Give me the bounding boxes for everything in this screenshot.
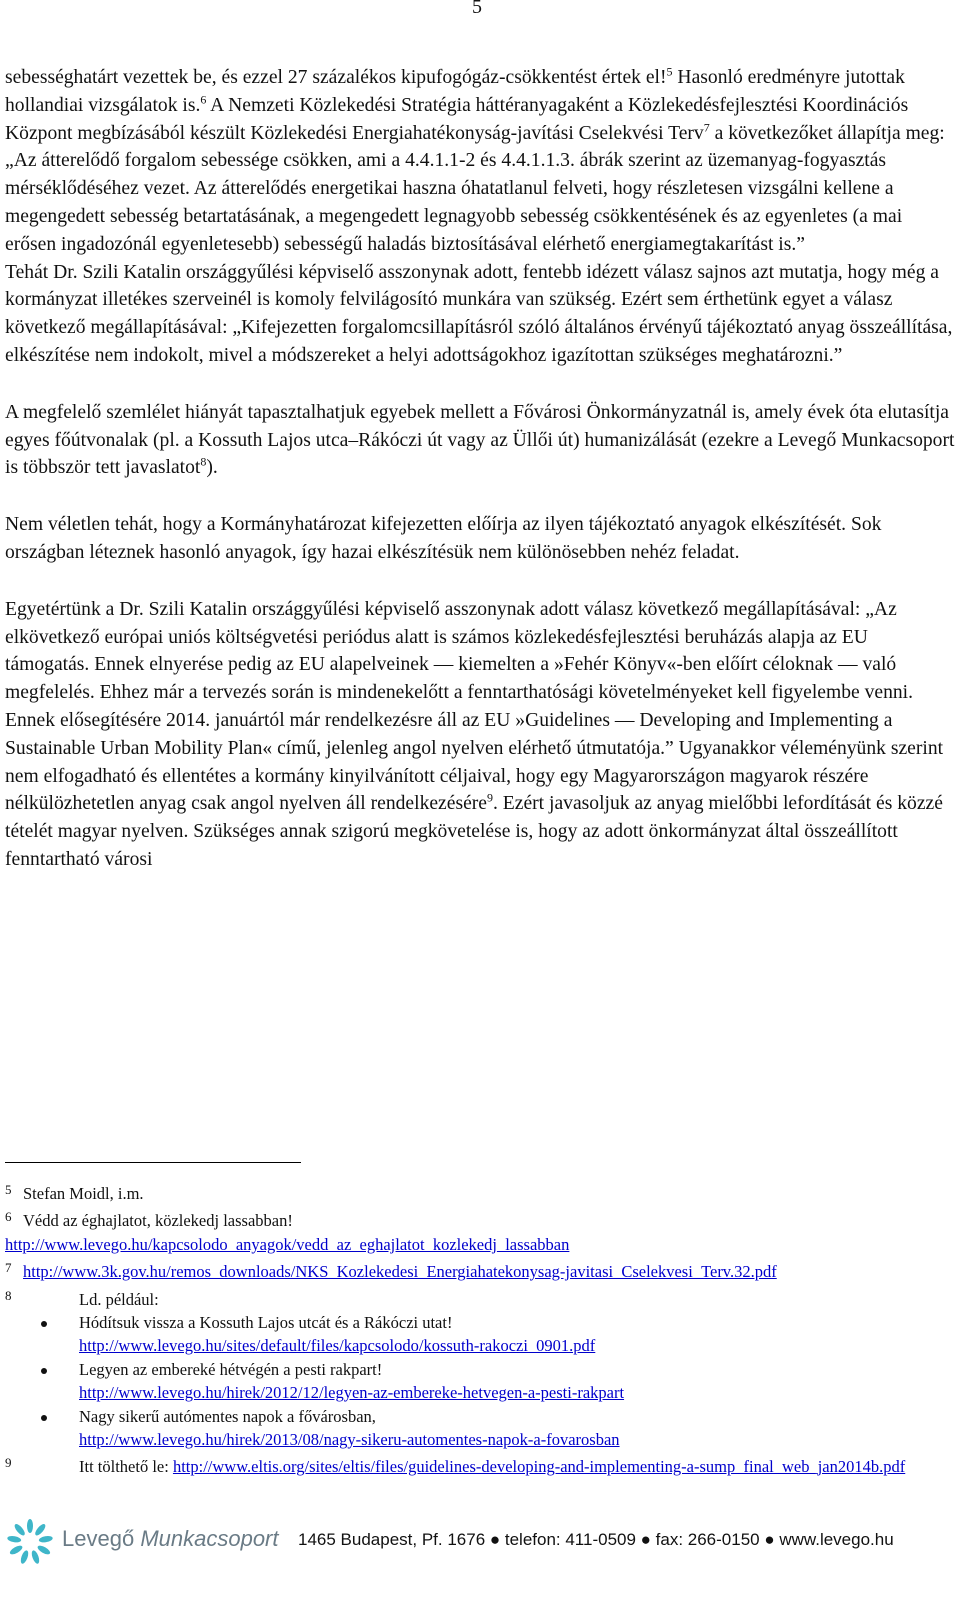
footnote-8 xyxy=(5,1284,955,1311)
footnote-number: 8 xyxy=(5,1287,12,1303)
footnote-link[interactable]: http://www.eltis.org/sites/eltis/files/guidelines-developing-and-implementing-a-sump_final_web_jan2014b.pdf xyxy=(172,1457,906,1477)
p3-text-b: ). xyxy=(206,457,218,479)
footnote-5 xyxy=(5,1178,955,1205)
paragraph-4: Nem véletlen tehát, hogy a Kormányhatározat kifejezetten előírja az ilyen tájékoztató anyagok elkészítését. Sok országban léteznek hasonló anyagok, így hazai elkészítésük nem különösebben nehéz feladat. xyxy=(5,514,882,563)
list-item-title: Nagy sikerű autómentes napok a fővárosban, xyxy=(79,1406,376,1426)
p1-text-b: Hasonló eredményre jutottak hollandiai vizsgálatok is. xyxy=(5,67,905,116)
paragraph-2: Tehát Dr. Szili Katalin országgyűlési képviselő asszonynak adott, fentebb idézett válasz sajnos azt mutatja, hogy még a kormányzat illetékes szerveinél is komoly felvilágosító munkára van szükség. Ezért sem érthetünk egyet a válasz következő megállapításával: „Kifejezetten forgalomcsillapításról szóló általános érvényű tájékoztató anyag összeállítása, elkészítése nem indokolt, mivel a módszereket a helyi adottságokhoz igazítottan szükséges meghatározni.” xyxy=(5,261,953,366)
leaf-logo-icon xyxy=(6,1518,54,1566)
footnote-text: Stefan Moidl, i.m. xyxy=(23,1184,144,1203)
body-text xyxy=(5,64,955,874)
footnote-text: Itt tölthető le: xyxy=(79,1457,173,1477)
p1-text-a: sebességhatárt vezettek be, és ezzel 27 százalékos kipufogógáz-csökkentést értek el! xyxy=(5,67,667,88)
list-item-link[interactable]: http://www.levego.hu/hirek/2013/08/nagy-sikeru-automentes-napok-a-fovarosban xyxy=(79,1430,620,1450)
p3-text-a: A megfelelő szemlélet hiányát tapasztalhatjuk egyebek mellett a Fővárosi Önkormányzatnál is, amely évek óta elutasítja egyes főútvonalak (pl. a Kossuth Lajos utca–Rákóczi út vagy az Üllői út) humanizálását (ezekre a Levegő Munkacsoport is többször tett javaslatot xyxy=(5,401,955,479)
logo-word-1: Levegő xyxy=(62,1526,135,1551)
footnote-number: 7 xyxy=(5,1260,12,1276)
paragraph-5 xyxy=(5,596,955,874)
footnote-ref-7[interactable]: 7 xyxy=(703,120,710,135)
list-item xyxy=(79,1405,955,1452)
footnote-number: 9 xyxy=(5,1455,12,1471)
footnote-ref-6[interactable]: 6 xyxy=(200,92,207,107)
list-item xyxy=(79,1311,955,1358)
footnote-text: Ld. például: xyxy=(79,1289,159,1309)
footnote-9 xyxy=(5,1451,955,1478)
list-item-link[interactable]: http://www.levego.hu/sites/default/files/kapcsolodo/kossuth-rakoczi_0901.pdf xyxy=(79,1336,596,1356)
list-item-link[interactable]: http://www.levego.hu/hirek/2012/12/legyen-az-embereke-hetvegen-a-pesti-rakpart xyxy=(79,1383,625,1403)
list-item-title: Hódítsuk vissza a Kossuth Lajos utcát és a Rákóczi utat! xyxy=(79,1313,453,1333)
p1-text-d: a következőket állapítja meg: „Az átterelődő forgalom sebessége csökken, ami a 4.4.1.1-2 és 4.4.1.1.3. ábrák szerint az üzemanyag-fogyasztás mérséklődéséhez vezet. Az átterelődés energetikai haszna óhatatlanul felveti, hogy részletesen vizsgálni kellene a megengedett sebesség betartatásának, a megengedett legnagyobb sebesség csökkentésének és az egyenletes (a mai erősen ingadozónál egyenletesebb) sebességű haladás biztosításával elérhető energiamegtakarítást is.” xyxy=(5,122,945,255)
p1-text-c: A Nemzeti Közlekedési Stratégia háttéranyagaként a Közlekedésfejlesztési Koordinációs Központ megbízásából készült Közlekedési Energiahatékonyság-javítási Cselekvési Terv xyxy=(5,94,909,144)
logo-word-2: Munkacsoport xyxy=(140,1526,279,1551)
footnote-6 xyxy=(5,1205,955,1256)
p5-text-b: . Ezért javasoljuk az anyag mielőbbi lefordítását és közzé tételét magyar nyelven. Szükséges annak szigorú megkövetelése is, hogy az adott önkormányzat által összeállított fenntartható városi xyxy=(5,793,943,870)
footnotes xyxy=(5,1178,955,1479)
list-item-title: Legyen az embereké hétvégén a pesti rakpart! xyxy=(79,1359,383,1379)
list-item xyxy=(79,1358,955,1405)
footnote-link[interactable]: http://www.levego.hu/kapcsolodo_anyagok/vedd_az_eghajlatot_kozlekedj_lassabban xyxy=(5,1234,570,1254)
organization-logo-text xyxy=(62,1526,279,1552)
footnote-separator xyxy=(5,1162,301,1163)
footnote-text: Védd az éghajlatot, közlekedj lassabban! xyxy=(23,1211,293,1231)
footnote-ref-5[interactable]: 5 xyxy=(666,64,673,79)
footnote-number: 5 xyxy=(5,1182,12,1197)
footnote-number: 6 xyxy=(5,1209,12,1225)
footnote-8-list xyxy=(5,1311,955,1451)
page-footer xyxy=(0,1512,960,1574)
contact-info: 1465 Budapest, Pf. 1676 ● telefon: 411-0509 ● fax: 266-0150 ● www.levego.hu xyxy=(298,1530,894,1549)
footnote-7 xyxy=(5,1256,955,1283)
paragraph-1 xyxy=(5,64,955,259)
footnote-ref-8[interactable]: 8 xyxy=(200,454,207,469)
footnote-ref-9[interactable]: 9 xyxy=(487,790,493,805)
paragraph-3 xyxy=(5,399,955,482)
p5-text-a: Egyetértünk a Dr. Szili Katalin országgyűlési képviselő asszonynak adott válasz következő megállapításával: „Az elkövetkező európai uniós költségvetési periódus alatt is számos közlekedésfejlesztési beruházás alapja az EU támogatás. Ennek elnyerése pedig az EU alapelveinek — kiemelten a »Fehér Könyv«-ben előírt céloknak — való megfelelés. Ehhez már a tervezés során is mindenekelőtt a fenntarthatósági követelményeket kell figyelembe venni. Ennek elősegítésére 2014. januártól már rendelkezésre áll az EU »Guidelines — Developing and Implementing a Sustainable Urban Mobility Plan« című, jelenleg angol nyelven elérhető útmutatója.” Ugyanakkor véleményünk szerint nem elfogadható és ellentétes a kormány kinyilvánított céljaival, hogy egy Magyarországon magyarok részére nélkülözhetetlen anyag csak angol nyelven áll rendelkezésére xyxy=(5,598,944,815)
page-number: 5 xyxy=(472,0,482,18)
footnote-link[interactable]: http://www.3k.gov.hu/remos_downloads/NKS_Kozlekedesi_Energiahatekonysag-javitasi_Cselekvesi_Terv.32.pdf xyxy=(23,1262,777,1282)
